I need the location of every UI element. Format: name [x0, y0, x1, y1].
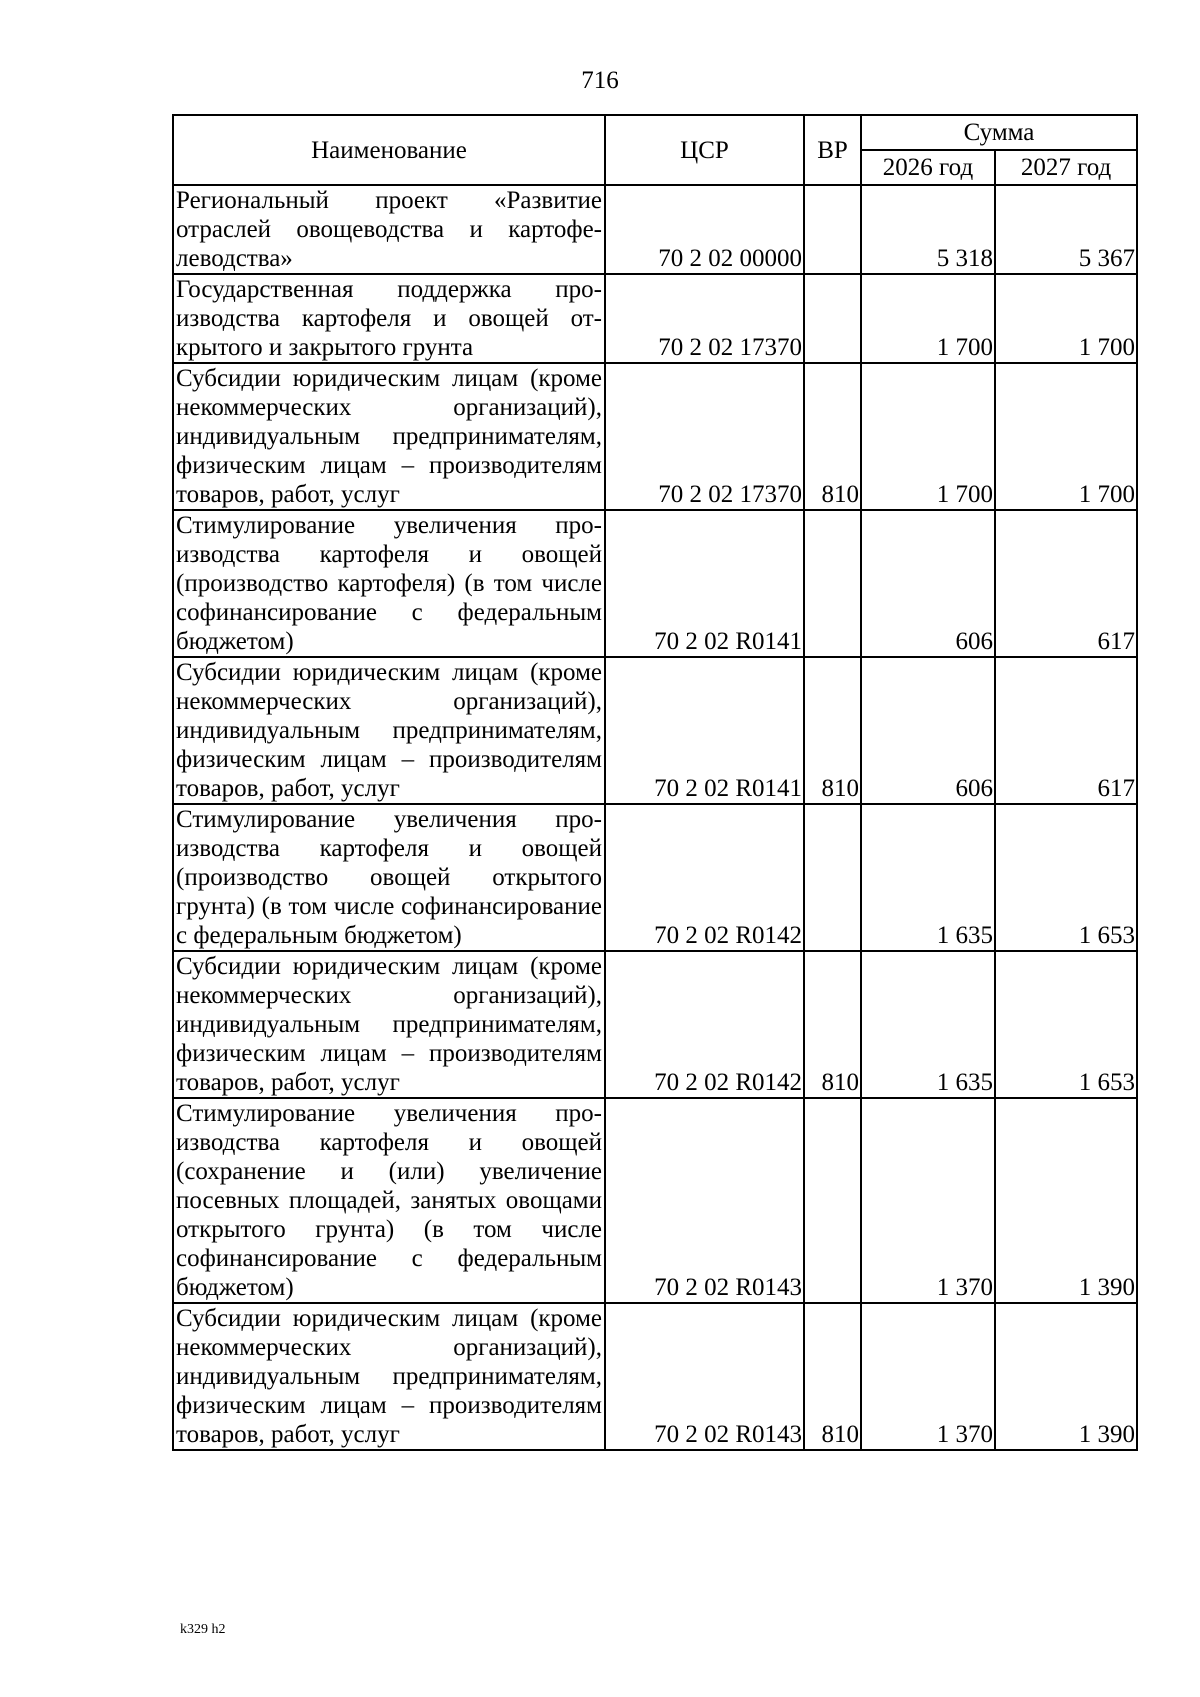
row-sum-2027-cell: 1 700 — [995, 274, 1137, 363]
row-vr-cell: 810 — [804, 951, 861, 1098]
row-name-cell: Стимулирование увеличения производства картофеля и овощей (производство овощей открытого грунта) (в том числе софинансирование с федеральным бюджетом) — [173, 804, 605, 951]
row-sum-2026-cell: 1 700 — [861, 274, 995, 363]
row-vr-cell — [804, 185, 861, 274]
row-sum-2026-cell: 1 635 — [861, 951, 995, 1098]
row-sum-2027-cell: 1 700 — [995, 363, 1137, 510]
row-csr-cell: 70 2 02 17370 — [605, 363, 804, 510]
row-csr-cell: 70 2 02 R0141 — [605, 657, 804, 804]
row-vr-cell: 810 — [804, 1303, 861, 1450]
row-sum-2026-cell: 606 — [861, 657, 995, 804]
row-sum-2027-cell: 617 — [995, 657, 1137, 804]
row-vr-cell: 810 — [804, 363, 861, 510]
document-code: k329 h2 — [180, 1622, 226, 1637]
row-sum-2026-cell: 606 — [861, 510, 995, 657]
row-name-cell: Стимулирование увеличения производства картофеля и овощей (сохранение и (или) увеличение посевных площадей, занятых овощами открытого грунта) (в том числе софинансирование с федеральным бюджетом) — [173, 1098, 605, 1303]
row-name-cell: Стимулирование увеличения производства картофеля и овощей (производство картофеля) (в том числе софинансирование с федеральным бюджетом) — [173, 510, 605, 657]
row-name-cell: Субсидии юридическим лицам (кроме некоммерческих организаций), индивидуальным предпринимателям, физическим лицам – производителям товаров, работ, услуг — [173, 1303, 605, 1450]
row-sum-2026-cell: 1 370 — [861, 1098, 995, 1303]
table-row — [173, 951, 1137, 1098]
table-row — [173, 363, 1137, 510]
row-csr-cell: 70 2 02 R0142 — [605, 951, 804, 1098]
row-csr-cell: 70 2 02 R0142 — [605, 804, 804, 951]
header-year-2027: 2027 год — [995, 150, 1137, 185]
table-row — [173, 510, 1137, 657]
header-sum: Сумма — [861, 115, 1137, 150]
row-csr-cell: 70 2 02 00000 — [605, 185, 804, 274]
row-sum-2026-cell: 5 318 — [861, 185, 995, 274]
table-row — [173, 1303, 1137, 1450]
table-row — [173, 274, 1137, 363]
row-vr-cell — [804, 274, 861, 363]
row-sum-2027-cell: 5 367 — [995, 185, 1137, 274]
table-row — [173, 657, 1137, 804]
row-csr-cell: 70 2 02 R0143 — [605, 1098, 804, 1303]
table-row — [173, 1098, 1137, 1303]
budget-table — [172, 114, 1138, 1451]
row-csr-cell: 70 2 02 R0141 — [605, 510, 804, 657]
row-vr-cell: 810 — [804, 657, 861, 804]
row-name-cell: Региональный проект «Развитие отраслей овощеводства и картофелеводства» — [173, 185, 605, 274]
header-name: Наименование — [173, 115, 605, 185]
row-sum-2027-cell: 1 653 — [995, 804, 1137, 951]
row-sum-2027-cell: 1 390 — [995, 1303, 1137, 1450]
row-sum-2027-cell: 1 653 — [995, 951, 1137, 1098]
row-vr-cell — [804, 510, 861, 657]
table-row — [173, 185, 1137, 274]
row-sum-2027-cell: 1 390 — [995, 1098, 1137, 1303]
header-vr: ВР — [804, 115, 861, 185]
row-name-cell: Субсидии юридическим лицам (кроме некоммерческих организаций), индивидуальным предпринимателям, физическим лицам – производителям товаров, работ, услуг — [173, 951, 605, 1098]
row-sum-2027-cell: 617 — [995, 510, 1137, 657]
row-vr-cell — [804, 804, 861, 951]
page-number: 716 — [581, 67, 619, 94]
row-vr-cell — [804, 1098, 861, 1303]
table-row — [173, 804, 1137, 951]
table-header — [173, 115, 1137, 185]
row-sum-2026-cell: 1 370 — [861, 1303, 995, 1450]
table-body — [173, 185, 1137, 1450]
row-sum-2026-cell: 1 700 — [861, 363, 995, 510]
row-name-cell: Субсидии юридическим лицам (кроме некоммерческих организаций), индивидуальным предпринимателям, физическим лицам – производителям товаров, работ, услуг — [173, 363, 605, 510]
row-csr-cell: 70 2 02 17370 — [605, 274, 804, 363]
row-csr-cell: 70 2 02 R0143 — [605, 1303, 804, 1450]
row-name-cell: Субсидии юридическим лицам (кроме некоммерческих организаций), индивидуальным предпринимателям, физическим лицам – производителям товаров, работ, услуг — [173, 657, 605, 804]
row-name-cell: Государственная поддержка производства картофеля и овощей открытого и закрытого грунта — [173, 274, 605, 363]
header-csr: ЦСР — [605, 115, 804, 185]
header-year-2026: 2026 год — [861, 150, 995, 185]
row-sum-2026-cell: 1 635 — [861, 804, 995, 951]
header-row-top — [173, 115, 1137, 150]
